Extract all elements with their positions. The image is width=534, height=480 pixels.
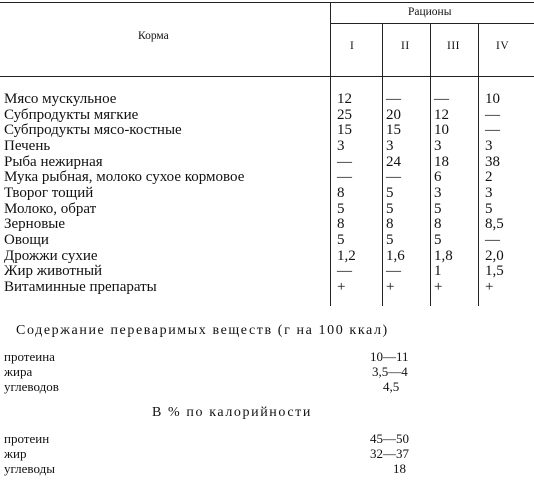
ration-value: 12 bbox=[434, 106, 449, 123]
feed-name: Мясо мускульное bbox=[4, 91, 117, 107]
ration-value: — bbox=[434, 91, 449, 107]
feed-name: Овощи bbox=[4, 231, 49, 248]
feed-name: Рыба нежирная bbox=[4, 153, 103, 170]
ration-value: 3 bbox=[386, 137, 394, 154]
ration-value: 5 bbox=[485, 200, 493, 217]
feed-name: Печень bbox=[4, 137, 51, 154]
feed-name: Субпродукты мясо-костные bbox=[4, 122, 182, 139]
ration-value: 20 bbox=[386, 106, 401, 123]
ration-value: 8 bbox=[386, 216, 394, 233]
nutrient-name: углеводов bbox=[4, 379, 59, 394]
column-divider bbox=[330, 2, 331, 306]
ration-value: + bbox=[434, 278, 443, 295]
ration-number: II bbox=[401, 40, 410, 52]
ration-value: 8 bbox=[337, 216, 345, 233]
nutrient-name: углеводы bbox=[4, 461, 55, 476]
ration-value: 3 bbox=[485, 137, 493, 154]
feed-name: Творог тощий bbox=[4, 184, 94, 201]
nutrient-name: жира bbox=[4, 364, 33, 379]
ration-value: — bbox=[386, 91, 401, 107]
feed-name: Субпродукты мягкие bbox=[4, 106, 139, 123]
ration-value: 5 bbox=[434, 231, 442, 248]
feed-name: Дрожжи сухие bbox=[4, 247, 98, 264]
ration-value: 3 bbox=[434, 184, 442, 201]
ration-value: 5 bbox=[386, 200, 394, 217]
nutrient-value: 10—11 bbox=[370, 349, 409, 364]
ration-value: 1,6 bbox=[386, 247, 405, 264]
ration-value: 3 bbox=[485, 184, 493, 201]
ration-value: 8 bbox=[434, 216, 442, 233]
ration-value: 5 bbox=[386, 184, 394, 201]
nutrient-value: 32—37 bbox=[370, 446, 409, 461]
ration-value: 18 bbox=[434, 153, 449, 170]
ration-value: 3 bbox=[434, 137, 442, 154]
ration-value: + bbox=[386, 278, 395, 295]
ration-value: 10 bbox=[485, 91, 500, 107]
column-divider bbox=[430, 23, 431, 306]
ration-value: 1,2 bbox=[337, 247, 356, 264]
ration-value: — bbox=[485, 122, 500, 139]
feeds-header: Корма bbox=[138, 30, 169, 42]
calories-title: В % по калорийности bbox=[152, 405, 312, 420]
ration-value: 15 bbox=[337, 122, 352, 139]
ration-value: 8 bbox=[337, 184, 345, 201]
ration-number: I bbox=[350, 40, 355, 52]
nutrient-name: жир bbox=[4, 446, 27, 461]
ration-value: — bbox=[485, 106, 500, 123]
table-top-rule bbox=[0, 2, 534, 3]
digestible-title: Содержание переваримых веществ (г на 100 ккал) bbox=[16, 323, 389, 338]
ration-value: 8,5 bbox=[485, 216, 504, 233]
ration-value: 10 bbox=[434, 122, 449, 139]
ration-value: 1,8 bbox=[434, 247, 453, 264]
ration-value: 38 bbox=[485, 153, 500, 170]
column-divider bbox=[382, 23, 383, 306]
ration-value: 1,5 bbox=[485, 263, 504, 280]
rations-divider-rule bbox=[330, 23, 534, 24]
feed-name: Жир животный bbox=[4, 263, 103, 280]
ration-value: 2,0 bbox=[485, 247, 504, 264]
ration-value: — bbox=[337, 153, 352, 170]
ration-value: — bbox=[337, 263, 352, 280]
nutrient-value: 3,5—4 bbox=[372, 364, 408, 379]
nutrient-name: протеин bbox=[4, 431, 50, 446]
ration-value: + bbox=[337, 278, 346, 295]
ration-value: 2 bbox=[485, 169, 493, 186]
ration-number: IV bbox=[496, 40, 510, 52]
ration-value: 5 bbox=[434, 200, 442, 217]
rations-header: Рационы bbox=[408, 6, 452, 18]
feed-name: Мука рыбная, молоко сухое кормовое bbox=[4, 169, 245, 186]
ration-value: 12 bbox=[337, 91, 352, 107]
ration-value: 5 bbox=[386, 231, 394, 248]
column-divider bbox=[478, 23, 479, 306]
header-bottom-rule bbox=[0, 76, 534, 77]
ration-value: 6 bbox=[434, 169, 442, 186]
ration-value: — bbox=[386, 263, 401, 280]
ration-value: 5 bbox=[337, 231, 345, 248]
ration-value: + bbox=[485, 278, 494, 295]
ration-value: — bbox=[337, 169, 352, 186]
ration-value: 3 bbox=[337, 137, 345, 154]
ration-value: 5 bbox=[337, 200, 345, 217]
ration-value: 15 bbox=[386, 122, 401, 139]
feed-name: Молоко, обрат bbox=[4, 200, 97, 217]
nutrient-name: протеина bbox=[4, 349, 55, 364]
feed-name: Зерновые bbox=[4, 216, 66, 233]
nutrient-value: 18 bbox=[393, 461, 406, 476]
nutrient-value: 4,5 bbox=[383, 379, 400, 394]
ration-value: 1 bbox=[434, 263, 442, 280]
nutrient-value: 45—50 bbox=[370, 431, 409, 446]
ration-value: — bbox=[485, 231, 500, 248]
ration-value: — bbox=[386, 169, 401, 186]
ration-number: III bbox=[447, 40, 460, 52]
feed-name: Витаминные препараты bbox=[4, 278, 157, 295]
ration-value: 24 bbox=[386, 153, 401, 170]
ration-value: 25 bbox=[337, 106, 352, 123]
